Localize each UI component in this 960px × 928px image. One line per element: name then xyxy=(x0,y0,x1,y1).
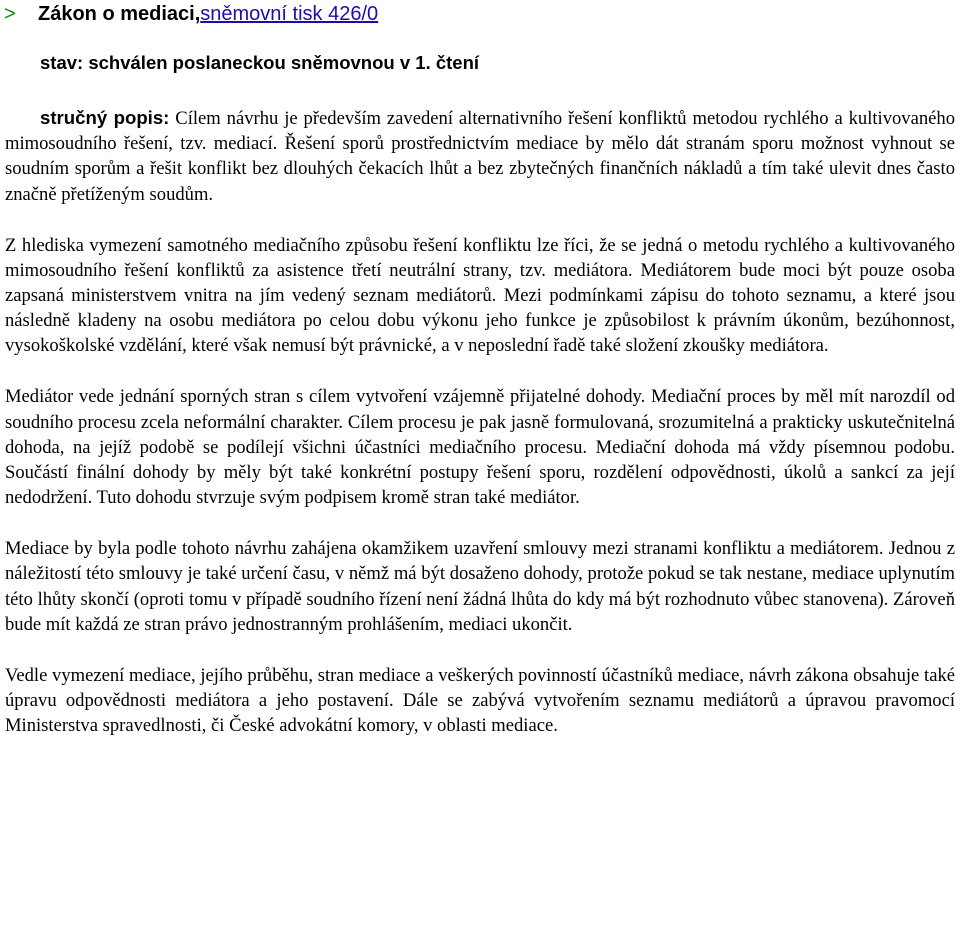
body-paragraph: Vedle vymezení mediace, jejího průběhu, stran mediace a veškerých povinností účastníků mediace, návrh zákona obsahuje také úpravu odpovědnosti mediátora a jeho postavení. Dále se zabývá vytvořením seznamu mediátorů a úpravou pravomocí Ministerstva spravedlnosti, či České advokátní komory, v oblasti mediace. xyxy=(5,664,955,737)
summary-paragraph xyxy=(5,105,955,207)
bullet-marker-icon: > xyxy=(4,2,16,25)
document-heading xyxy=(4,0,378,28)
heading-title: Zákon o mediaci, xyxy=(38,2,201,25)
body-paragraph: Mediátor vede jednání sporných stran s cílem vytvoření vzájemně přijatelné dohody. Mediační proces by měl mít narozdíl od soudního procesu zcela neformální charakter. Cílem procesu je pak jasně formulovaná, srozumitelná a prakticky uskutečnitelná dohoda, na jejíž podobě se podílejí všichni účastníci mediačního procesu. Mediační dohoda má vždy písemnou podobu. Součástí finální dohody by měly být také konkrétní postupy řešení sporu, rozdělení odpovědnosti, úkolů a sankcí za její nedodržení. Tuto dohodu stvrzuje svým podpisem kromě stran také mediátor. xyxy=(5,386,955,509)
summary-label: stručný popis: xyxy=(40,107,170,128)
summary-text: Cílem návrhu je především zavedení alternativního řešení konfliktů metodou rychlého a kultivovaného mimosoudního řešení, tzv. mediací. Řešení sporů prostřednictvím mediace by mělo dát stranám sporu možnost vyhnout se soudním sporům a řešit konflikt bez dlouhých čekacích lhůt a bez zbytečných finančních nákladů a tím také ulevit dnes často značně přetíženým soudům. xyxy=(5,108,955,205)
print-document-link[interactable]: sněmovní tisk 426/0 xyxy=(200,2,379,25)
status-line xyxy=(40,52,479,74)
status-label: stav: xyxy=(40,52,84,73)
document-body xyxy=(5,105,955,764)
status-value: schválen poslaneckou sněmovnou v 1. čtení xyxy=(83,52,480,73)
body-paragraph: Z hlediska vymezení samotného mediačního způsobu řešení konfliktu lze říci, že se jedná o metodu rychlého a kultivovaného mimosoudního řešení konfliktů za asistence třetí neutrální strany, tzv. mediátora. Mediátorem bude moci být pouze osoba zapsaná ministerstvem vnitra na jím vedený seznam mediátorů. Mezi podmínkami zápisu do tohoto seznamu, a které jsou následně kladeny na osobu mediátora po celou dobu výkonu jeho funkce je způsobilost k právním úkonům, bezúhonnost, vysokoškolské vzdělání, které však nemusí být právnické, a v neposlední řadě také složení zkoušky mediátora. xyxy=(5,234,955,357)
body-paragraph: Mediace by byla podle tohoto návrhu zahájena okamžikem uzavření smlouvy mezi stranami konfliktu a mediátorem. Jednou z náležitostí této smlouvy je také určení času, v němž má být dosaženo dohody, protože pokud se tak nestane, mediace uplynutím této lhůty skončí (oproti tomu v případě soudního řízení není žádná lhůta do kdy má být rozhodnuto vůbec stanovena). Zároveň bude mít každá ze stran právo jednostranným prohlášením, mediaci ukončit. xyxy=(5,538,955,635)
